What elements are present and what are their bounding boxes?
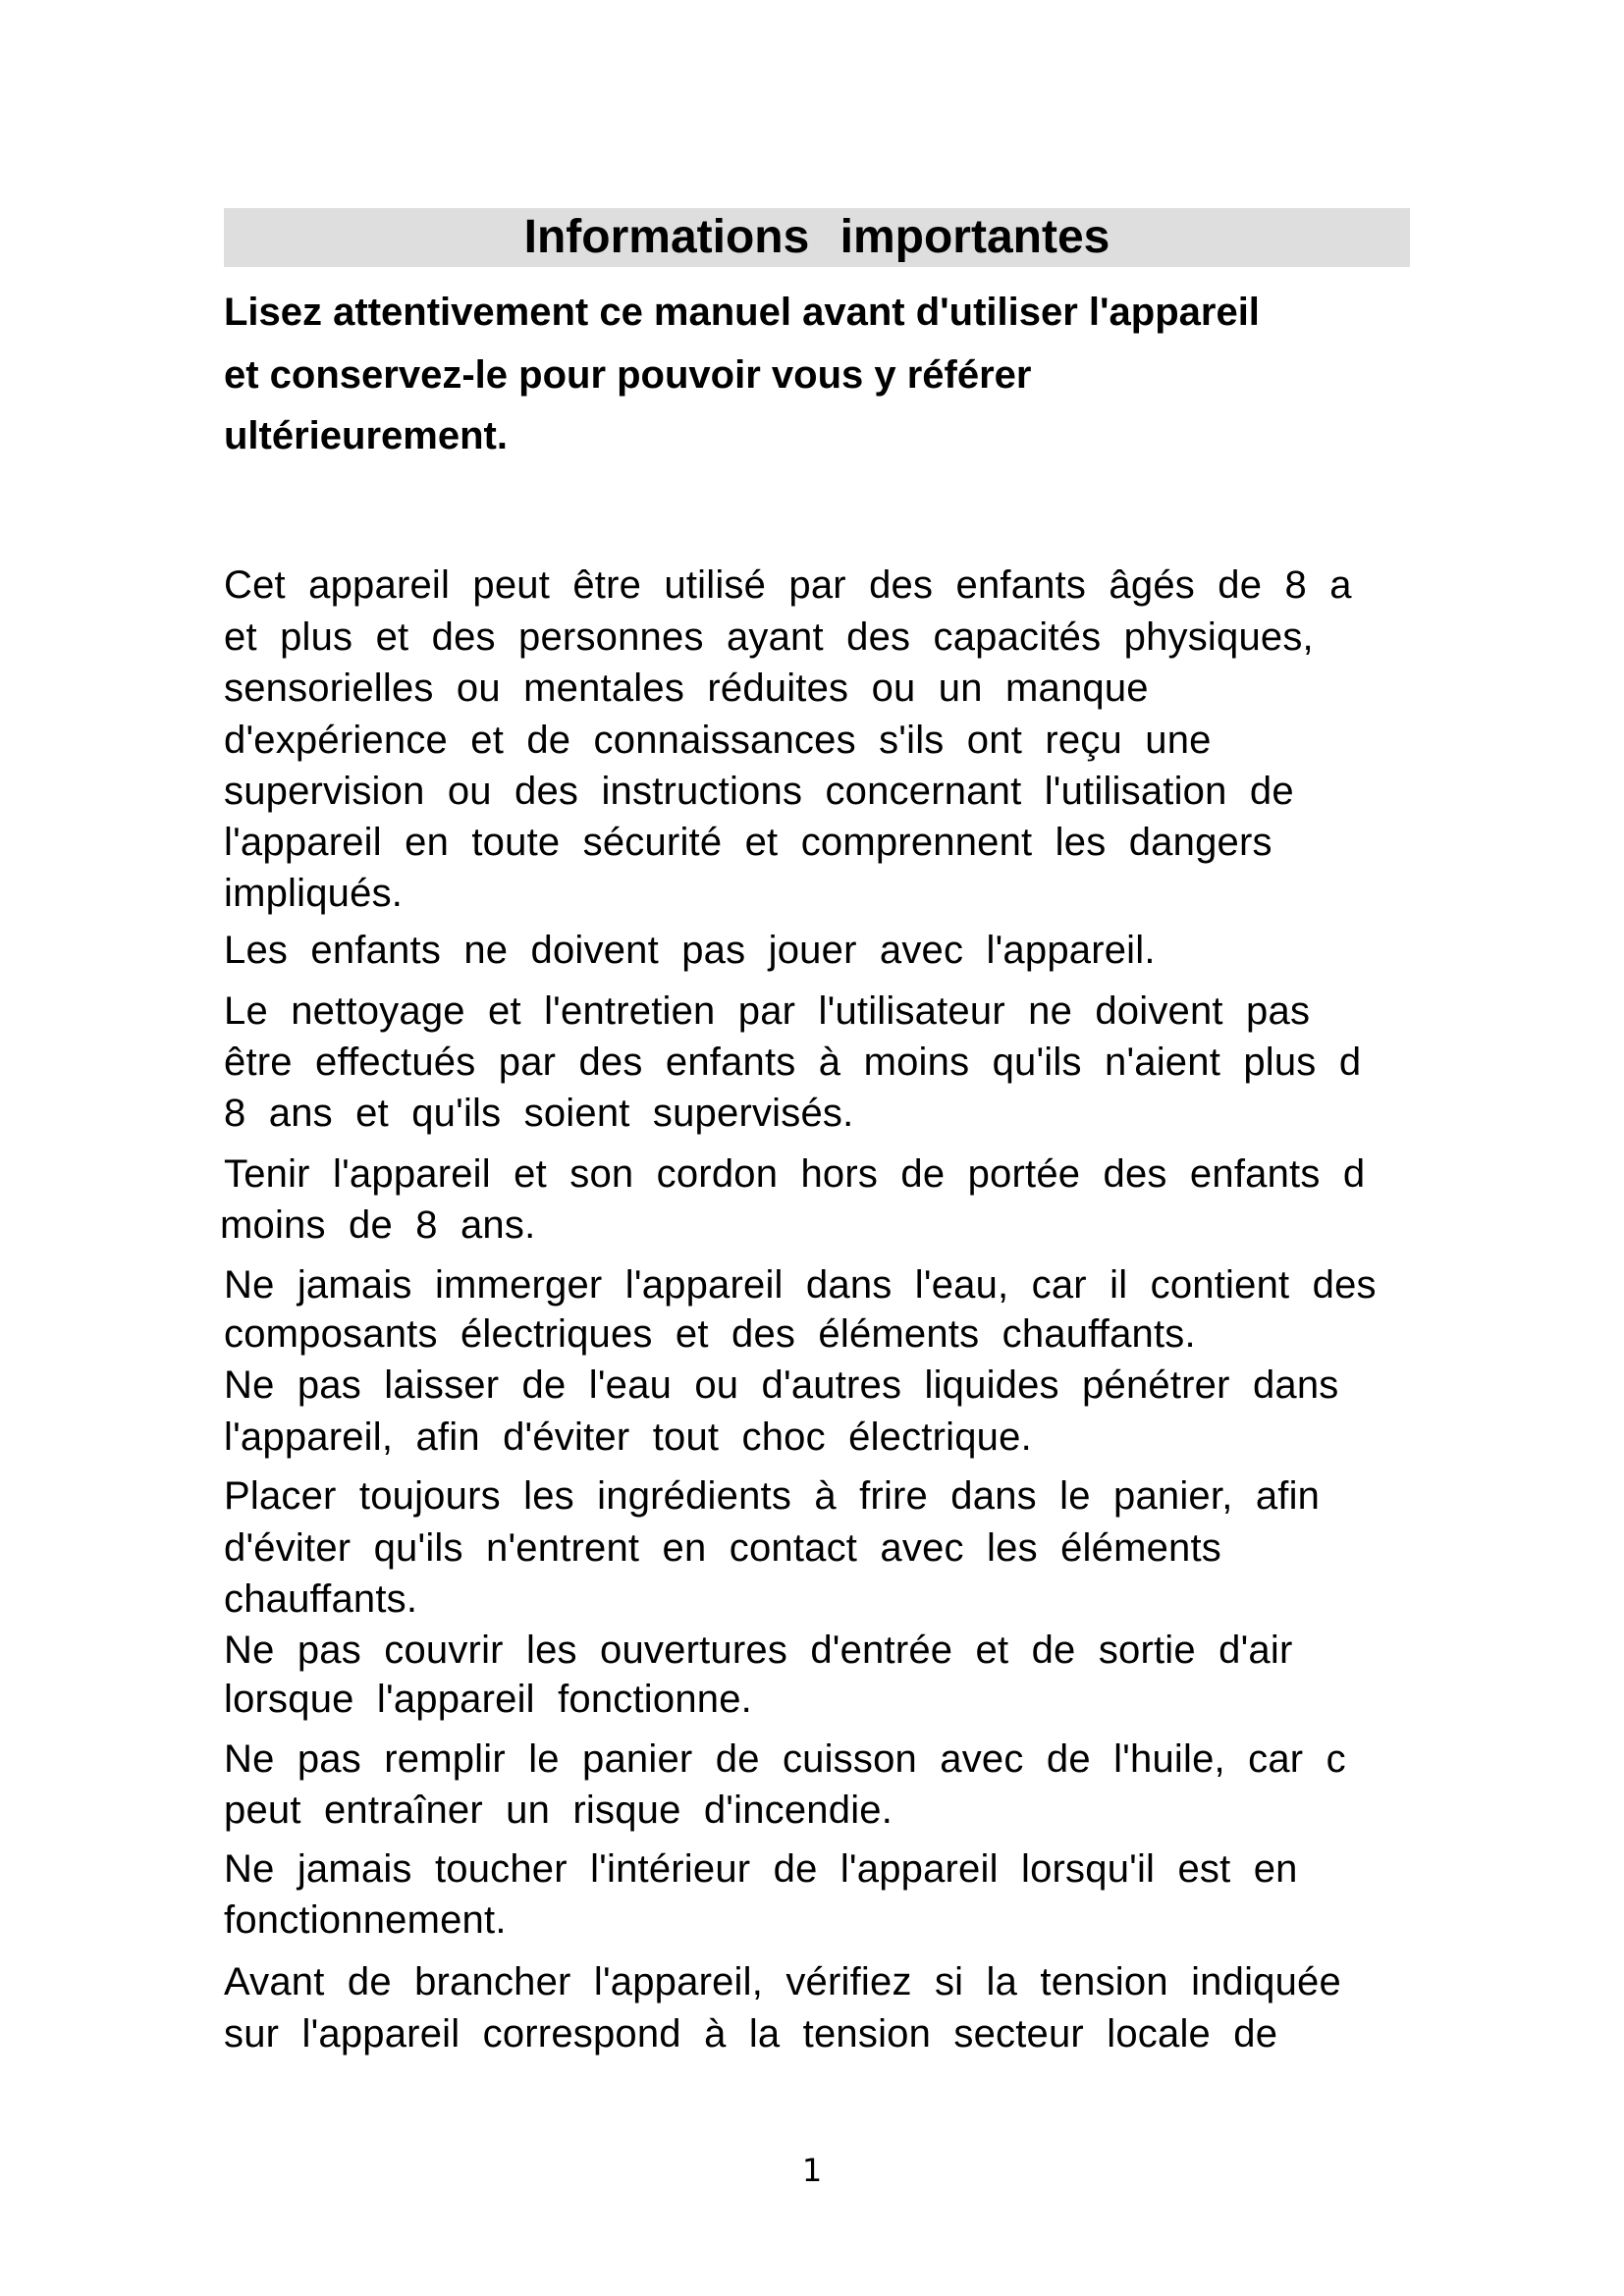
text-line: sur l'appareil correspond à la tension secteur locale de	[224, 2012, 1278, 2056]
text-line: Ne jamais immerger l'appareil dans l'eau, car il contient des	[224, 1263, 1377, 1307]
text-line: Les enfants ne doivent pas jouer avec l'appareil.	[224, 929, 1156, 972]
text-line: impliqués.	[224, 872, 404, 915]
text-line: et plus et des personnes ayant des capacités physiques,	[224, 615, 1314, 659]
text-line: lorsque l'appareil fonctionne.	[224, 1678, 752, 1721]
text-line: Cet appareil peut être utilisé par des enfants âgés de 8 a	[224, 563, 1352, 607]
text-line: Avant de brancher l'appareil, vérifiez si la tension indiquée	[224, 1960, 1341, 2003]
text-line: Placer toujours les ingrédients à frire dans le panier, afin	[224, 1474, 1321, 1518]
page-title: Informations importantes	[224, 208, 1410, 267]
text-line: composants électriques et des éléments chauffants.	[224, 1312, 1196, 1356]
text-line: d'éviter qu'ils n'entrent en contact avec les éléments	[224, 1526, 1221, 1570]
intro-line: ultérieurement.	[224, 414, 508, 457]
text-line: Ne pas couvrir les ouvertures d'entrée et de sortie d'air	[224, 1629, 1293, 1672]
text-line: l'appareil, afin d'éviter tout choc électrique.	[224, 1415, 1032, 1459]
text-line: Tenir l'appareil et son cordon hors de portée des enfants d	[224, 1152, 1366, 1196]
text-line: chauffants.	[224, 1577, 418, 1621]
text-line: d'expérience et de connaissances s'ils ont reçu une	[224, 719, 1212, 762]
text-line: Ne pas laisser de l'eau ou d'autres liquides pénétrer dans	[224, 1363, 1339, 1407]
text-line: l'appareil en toute sécurité et comprennent les dangers	[224, 821, 1272, 864]
intro-line: Lisez attentivement ce manuel avant d'utiliser l'appareil	[224, 291, 1260, 334]
text-line: peut entraîner un risque d'incendie.	[224, 1789, 893, 1832]
text-line: Ne pas remplir le panier de cuisson avec de l'huile, car c	[224, 1737, 1346, 1781]
text-line: supervision ou des instructions concernant l'utilisation de	[224, 770, 1294, 813]
text-line: 8 ans et qu'ils soient supervisés.	[224, 1092, 854, 1135]
text-line: sensorielles ou mentales réduites ou un manque	[224, 667, 1149, 710]
text-line: Le nettoyage et l'entretien par l'utilisateur ne doivent pas	[224, 989, 1311, 1033]
text-line: être effectués par des enfants à moins qu'ils n'aient plus d	[224, 1041, 1362, 1084]
text-line: Ne jamais toucher l'intérieur de l'appareil lorsqu'il est en	[224, 1847, 1298, 1891]
text-line: fonctionnement.	[224, 1898, 507, 1942]
text-line: moins de 8 ans.	[220, 1203, 536, 1247]
intro-line: et conservez-le pour pouvoir vous y référer	[224, 353, 1032, 397]
page-number: 1	[801, 2152, 823, 2189]
